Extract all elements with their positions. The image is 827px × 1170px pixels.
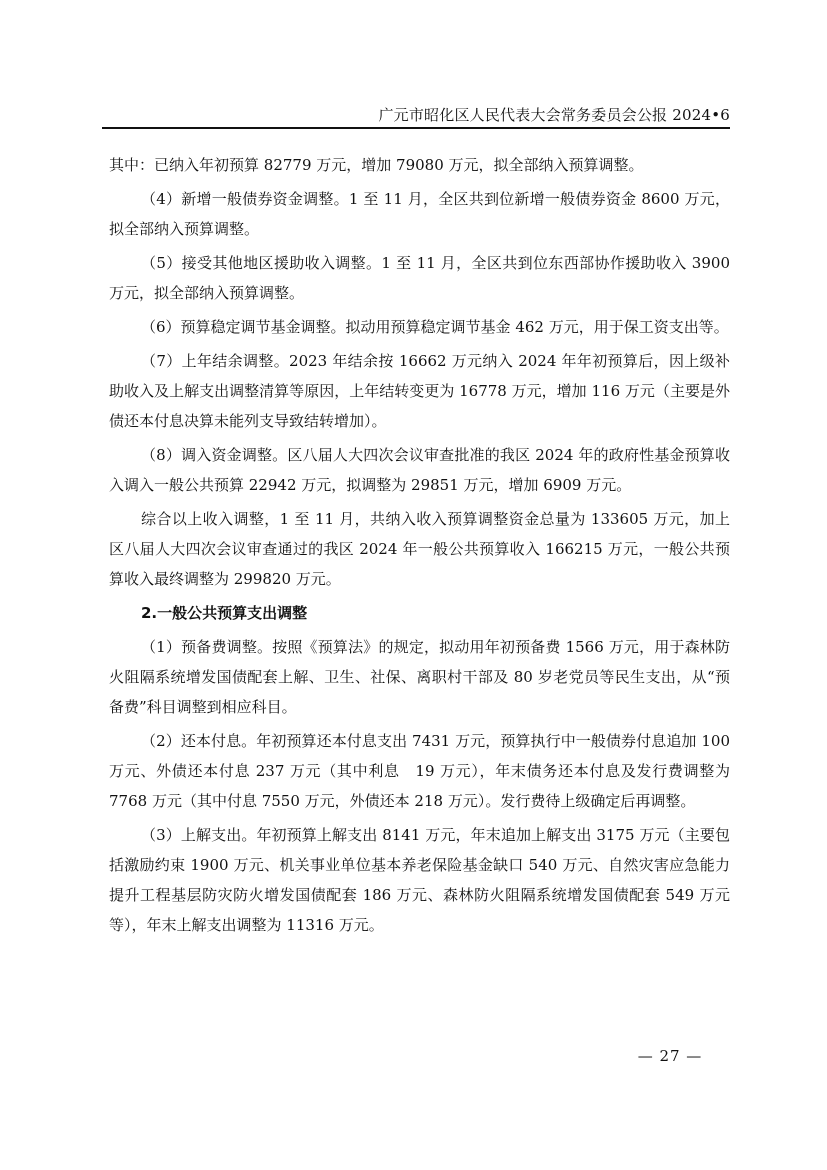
- paragraph-reserve-fund: （1）预备费调整。按照《预算法》的规定，拟动用年初预备费 1566 万元，用于森林防火阻隔系统增发国债配套上解、卫生、社保、离职村干部及 80 岁老党员等民生支出，从“预备费”科目调整到相应科目。: [109, 638, 730, 716]
- page-number: — 27 —: [637, 1047, 703, 1065]
- paragraph-transferred-funds: （8）调入资金调整。区八届人大四次会议审查批准的我区 2024 年的政府性基金预算收入调入一般公共预算 22942 万元，拟调整为 29851 万元，增加 6909 万元。: [109, 446, 730, 494]
- paragraph-prior-year-surplus: （7）上年结余调整。2023 年结余按 16662 万元纳入 2024 年年初预算后，因上级补助收入及上解支出调整清算等原因，上年结转变更为 16778 万元，增加 116 万元（主要是外债还本付息决算未能列支导致结转增加）。: [109, 352, 730, 430]
- page-header-title: 广元市昭化区人民代表大会常务委员会公报 2024•6: [378, 106, 730, 124]
- paragraph-revenue-summary: 其中：已纳入年初预算 82779 万元，增加 79080 万元，拟全部纳入预算调整。: [109, 156, 644, 174]
- section-heading-expenditure: 2.一般公共预算支出调整: [141, 604, 308, 622]
- paragraph-new-bond-funds: （4）新增一般债券资金调整。1 至 11 月，全区共到位新增一般债券资金 8600 万元，拟全部纳入预算调整。: [109, 190, 730, 238]
- header-divider: [102, 127, 730, 129]
- document-body: [109, 150, 730, 944]
- paragraph-debt-service: （2）还本付息。年初预算还本付息支出 7431 万元，预算执行中一般债券付息追加 100 万元、外债还本付息 237 万元（其中利息 19 万元），年末债务还本付息及发行费调整为 7768 万元（其中付息 7550 万元，外债还本 218 万元）。发行费待上级确定后再调整。: [109, 732, 730, 810]
- paragraph-assistance-income: （5）接受其他地区援助收入调整。1 至 11 月，全区共到位东西部协作援助收入 3900 万元，拟全部纳入预算调整。: [109, 254, 730, 302]
- paragraph-stabilization-fund: （6）预算稳定调节基金调整。拟动用预算稳定调节基金 462 万元，用于保工资支出等。: [141, 318, 729, 336]
- paragraph-remittance-expenditure: （3）上解支出。年初预算上解支出 8141 万元，年末追加上解支出 3175 万元（主要包括激励约束 1900 万元、机关事业单位基本养老保险基金缺口 540 万元、自然灾害应急能力提升工程基层防灾防火增发国债配套 186 万元、森林防火阻隔系统增发国债配套 549 万元等），年末上解支出调整为 11316 万元。: [109, 826, 730, 934]
- paragraph-revenue-total: 综合以上收入调整，1 至 11 月，共纳入收入预算调整资金总量为 133605 万元，加上区八届人大四次会议审查通过的我区 2024 年一般公共预算收入 166215 万元，一般公共预算收入最终调整为 299820 万元。: [109, 510, 730, 588]
